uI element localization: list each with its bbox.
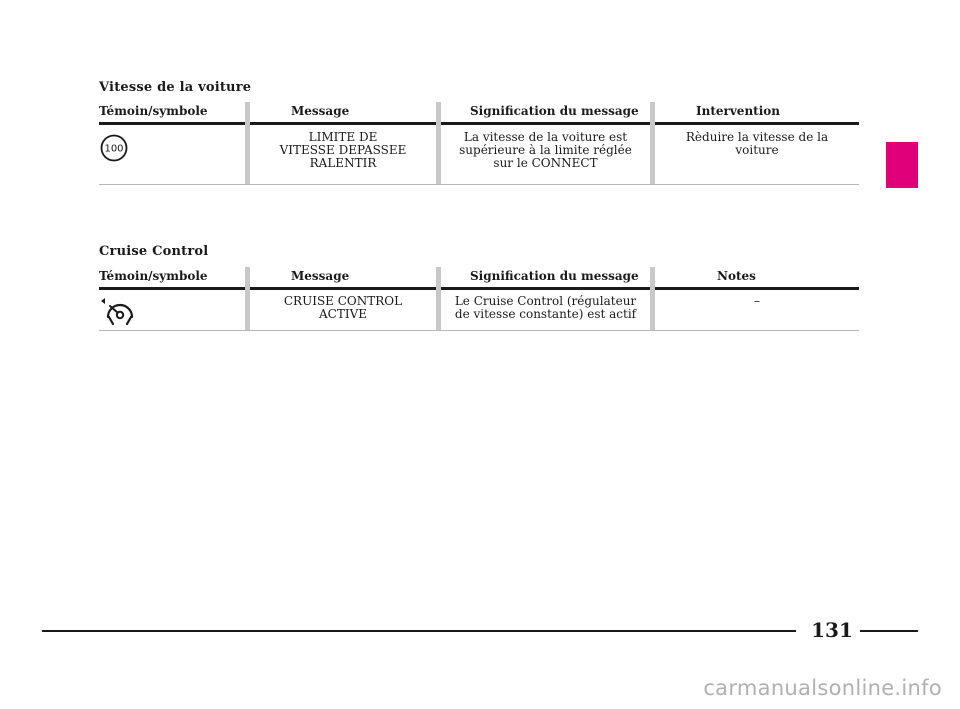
meaning-text: Le Cruise Control (régulateur de vitesse constante) est actif: [454, 294, 637, 321]
header-notes: Notes: [717, 269, 756, 283]
header-meaning: Signification du message: [470, 104, 639, 118]
message-text: CRUISE CONTROL ACTIVE: [283, 294, 403, 321]
page-number: 131: [811, 618, 853, 642]
watermark: carmanualsonline.info: [703, 676, 942, 700]
section-vitesse: [99, 78, 859, 188]
message-text: LIMITE DE VITESSE DEPASSEE RALENTIR: [279, 130, 407, 170]
header-message: Message: [291, 104, 350, 118]
row-rule: [99, 330, 859, 331]
table-header: [99, 102, 859, 124]
header-action: Intervention: [696, 104, 780, 118]
footer-rule-left: [42, 630, 796, 632]
table-vitesse: [99, 102, 859, 186]
header-meaning: Signification du message: [470, 269, 639, 283]
header-symbol: Témoin/symbole: [99, 104, 208, 118]
header-symbol: Témoin/symbole: [99, 269, 208, 283]
speed-limit-text: 100: [104, 143, 124, 155]
section-cruise-control: [99, 242, 859, 334]
section-title: Cruise Control: [99, 244, 209, 259]
header-rule: [99, 287, 859, 290]
header-message: Message: [291, 269, 350, 283]
section-title: Vitesse de la voiture: [99, 80, 252, 95]
action-text: Rèduire la vitesse de la voiture: [685, 130, 829, 157]
speed-limit-100-icon: [100, 134, 128, 162]
cruise-control-icon: [100, 297, 140, 327]
table-header: [99, 267, 859, 289]
section-tab-marker: [886, 142, 918, 188]
row-rule: [99, 184, 859, 185]
notes-text: –: [754, 294, 760, 308]
header-rule: [99, 122, 859, 125]
meaning-text: La vitesse de la voiture est supérieure à la limite réglée sur le CONNECT: [459, 130, 632, 170]
footer-rule-right: [860, 630, 918, 632]
table-cruise-control: [99, 267, 859, 333]
